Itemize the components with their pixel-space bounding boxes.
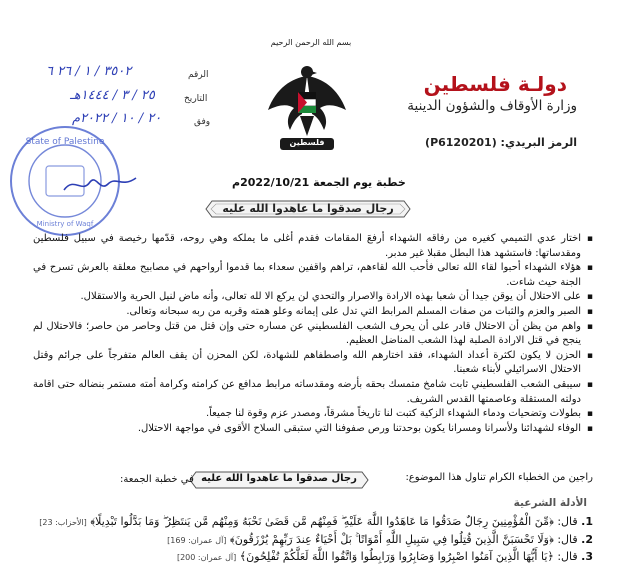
verse-1: 1. قال: ﴿مِّنَ الْمُؤْمِنِينَ رِجَالٌ صَدَقُوا مَا عَاهَدُوا اللَّهَ عَلَيْهِ ۖ فَمِنْهُم مَّن قَضَىٰ نَحْبَهُ وَمِنْهُم مَّن يَنتَظِرُ ۖ وَمَا بَدَّلُوا تَبْدِيلًا﴾ [الأحزاب: 23] (39, 515, 593, 528)
list-item: ▪ الصبر والعزم والثبات من صفات المسلم المرابط التي تدل على إيمانه وعلو همته وقربه من ربه سبحانه وتعالى. (33, 305, 593, 320)
ref-label: الرقم (188, 70, 209, 80)
sermon-title: رجال صدقوا ما عاهدوا الله عليه (222, 202, 394, 215)
list-item: ▪ هؤلاء الشهداء أحبوا لقاء الله تعالى فأحب الله لقاءهم، تراهم واقفين سعداء بما قدموا أرواحهم في مصابيح معلقة بالعرش تسرح في الجنة حيث شاءت. (33, 261, 593, 290)
verse-reference: [آل عمران: 169] (167, 536, 227, 545)
emblem-scroll-label: فلسطين (289, 138, 325, 147)
gregorian-date: ٢٠ / ١٠ / ٢٠٢٢م (72, 111, 162, 126)
agreement-label: وفق (194, 117, 211, 127)
handwritten-signature (60, 170, 140, 198)
list-item: ▪ سيبقى الشعب الفلسطيني ثابت شامخ متمسك بحقه بأرضه ومقدساته مرابط مدافع عن كرامته وكرامة أمته مستمر بنضاله حتى اقامة دولته المستقلة وعاصمتها القدس الشريف. (33, 378, 593, 407)
verse-number: 2. (581, 533, 593, 546)
stamp-line1: State of Palestine (25, 137, 105, 147)
verse-text: ﴿مِّنَ الْمُؤْمِنِينَ رِجَالٌ صَدَقُوا مَا عَاهَدُوا اللَّهَ عَلَيْهِ ۖ فَمِنْهُم مَّن قَضَىٰ نَحْبَهُ وَمِنْهُم مَّن يَنتَظِرُ ۖ وَمَا بَدَّلُوا تَبْدِيلًا﴾ (90, 515, 554, 528)
verse-text: ﴿وَلَا تَحْسَبَنَّ الَّذِينَ قُتِلُوا فِي سَبِيلِ اللَّهِ أَمْوَاتًا ۚ بَلْ أَحْيَاءٌ عِندَ رَبِّهِمْ يُرْزَقُونَ﴾ (229, 533, 554, 546)
ministry-name: وزارة الأوقاف والشؤون الدينية (407, 98, 577, 114)
verse-number: 1. (581, 515, 593, 528)
verse-text: ﴿يَا أَيُّهَا الَّذِينَ آمَنُوا اصْبِرُوا وَصَابِرُوا وَرَابِطُوا وَاتَّقُوا اللَّهَ لَعَلَّكُمْ تُفْلِحُونَ﴾ (239, 550, 554, 563)
verse-2: 2. قال: ﴿وَلَا تَحْسَبَنَّ الَّذِينَ قُتِلُوا فِي سَبِيلِ اللَّهِ أَمْوَاتًا ۚ بَلْ أَحْيَاءٌ عِندَ رَبِّهِمْ يُرْزَقُونَ﴾ [آل عمران: 169] (167, 533, 593, 546)
list-item: ▪ واهم من يظن أن الاحتلال قادر على أن يحرف الشعب الفلسطيني عن مساره حتى وإن قتل من قتل وحاصر من حاصر؛ فالاحتلال لم ينجح في قتل الارادة الصلبة لهذا الشعب المناضل العظيم. (33, 320, 593, 349)
list-item: ▪ اختار عدي التميمي كغيره من رفاقه الشهداء أرفعَ المقامات فقدم أغلى ما يملكه وهي روحه، قدّمها رخيصة في سبيل فلسطين ومقدساتها: فاستشهد هذا البطل مقبلا غير مدبر. (33, 232, 593, 261)
list-item: ▪ الوفاء لشهدائنا ولأسرانا ومسرانا يكون بوحدتنا ورص صفوفنا التي ستبقى السلاح الأقوى في مواجهة الاحتلال. (33, 422, 593, 437)
sermon-points-list (33, 232, 593, 436)
verse-said: قال (561, 550, 578, 563)
list-item: ▪ على الاحتلال أن يوقن جيدا أن شعبا بهذه الارادة والاصرار والتحدي لن يركع الا لله تعالى، وأنه ماض لنيل الحرية والاستقلال. (33, 290, 593, 305)
ref-value: ٣٥٠٢ / ١ / ٢٦ ٦ (46, 64, 132, 79)
sermon-date-line: خطبة يوم الجمعة 2022/10/21م (232, 176, 406, 189)
verse-3: 3. قال: ﴿يَا أَيُّهَا الَّذِينَ آمَنُوا اصْبِرُوا وَصَابِرُوا وَرَابِطُوا وَاتَّقُوا اللَّهَ لَعَلَّكُمْ تُفْلِحُونَ﴾ [آل عمران: 200] (176, 550, 593, 563)
intro-title: رجال صدقوا ما عاهدوا الله عليه (201, 473, 357, 484)
list-item: ▪ بطولات وتضحيات ودماء الشهداء الزكية كتبت لنا تاريخاً مشرقاً، ومصدر عزم وقوة لنا جميعاً. (33, 407, 593, 422)
hijri-date: ٢٥ / ٣ / ١٤٤٤هـ (70, 88, 155, 103)
intro-line: راجين من الخطباء الكرام تناول هذا الموضوع: (405, 472, 593, 483)
basmala: بسم الله الرحمن الرحيم (270, 38, 352, 47)
stamp-line2: Ministry of Waqf (36, 220, 94, 228)
list-item: ▪ الحزن لا يكون لكثرة أعداد الشهداء، فقد اختارهم الله واصطفاهم للشهادة، لكن المحزن أن يقف العالم متفرجاً على جرائم وقتل الاحتلال الاسرائيلي لأبناء شعبنا. (33, 349, 593, 378)
verse-reference: [آل عمران: 200] (176, 553, 237, 562)
verse-said: قال (561, 533, 578, 546)
evidence-heading: الأدلة الشرعية (513, 497, 587, 509)
intro-tail: في خطبة الجمعة: (120, 474, 194, 485)
verse-reference: [الأحزاب: 23] (39, 518, 87, 527)
postal-code: الرمز البريدي: (P6120201) (425, 136, 577, 149)
verse-said: قال (561, 515, 578, 528)
state-name: دولـة فلسطين (423, 72, 567, 96)
verse-number: 3. (581, 550, 593, 563)
date-label: التاريخ (184, 94, 208, 104)
